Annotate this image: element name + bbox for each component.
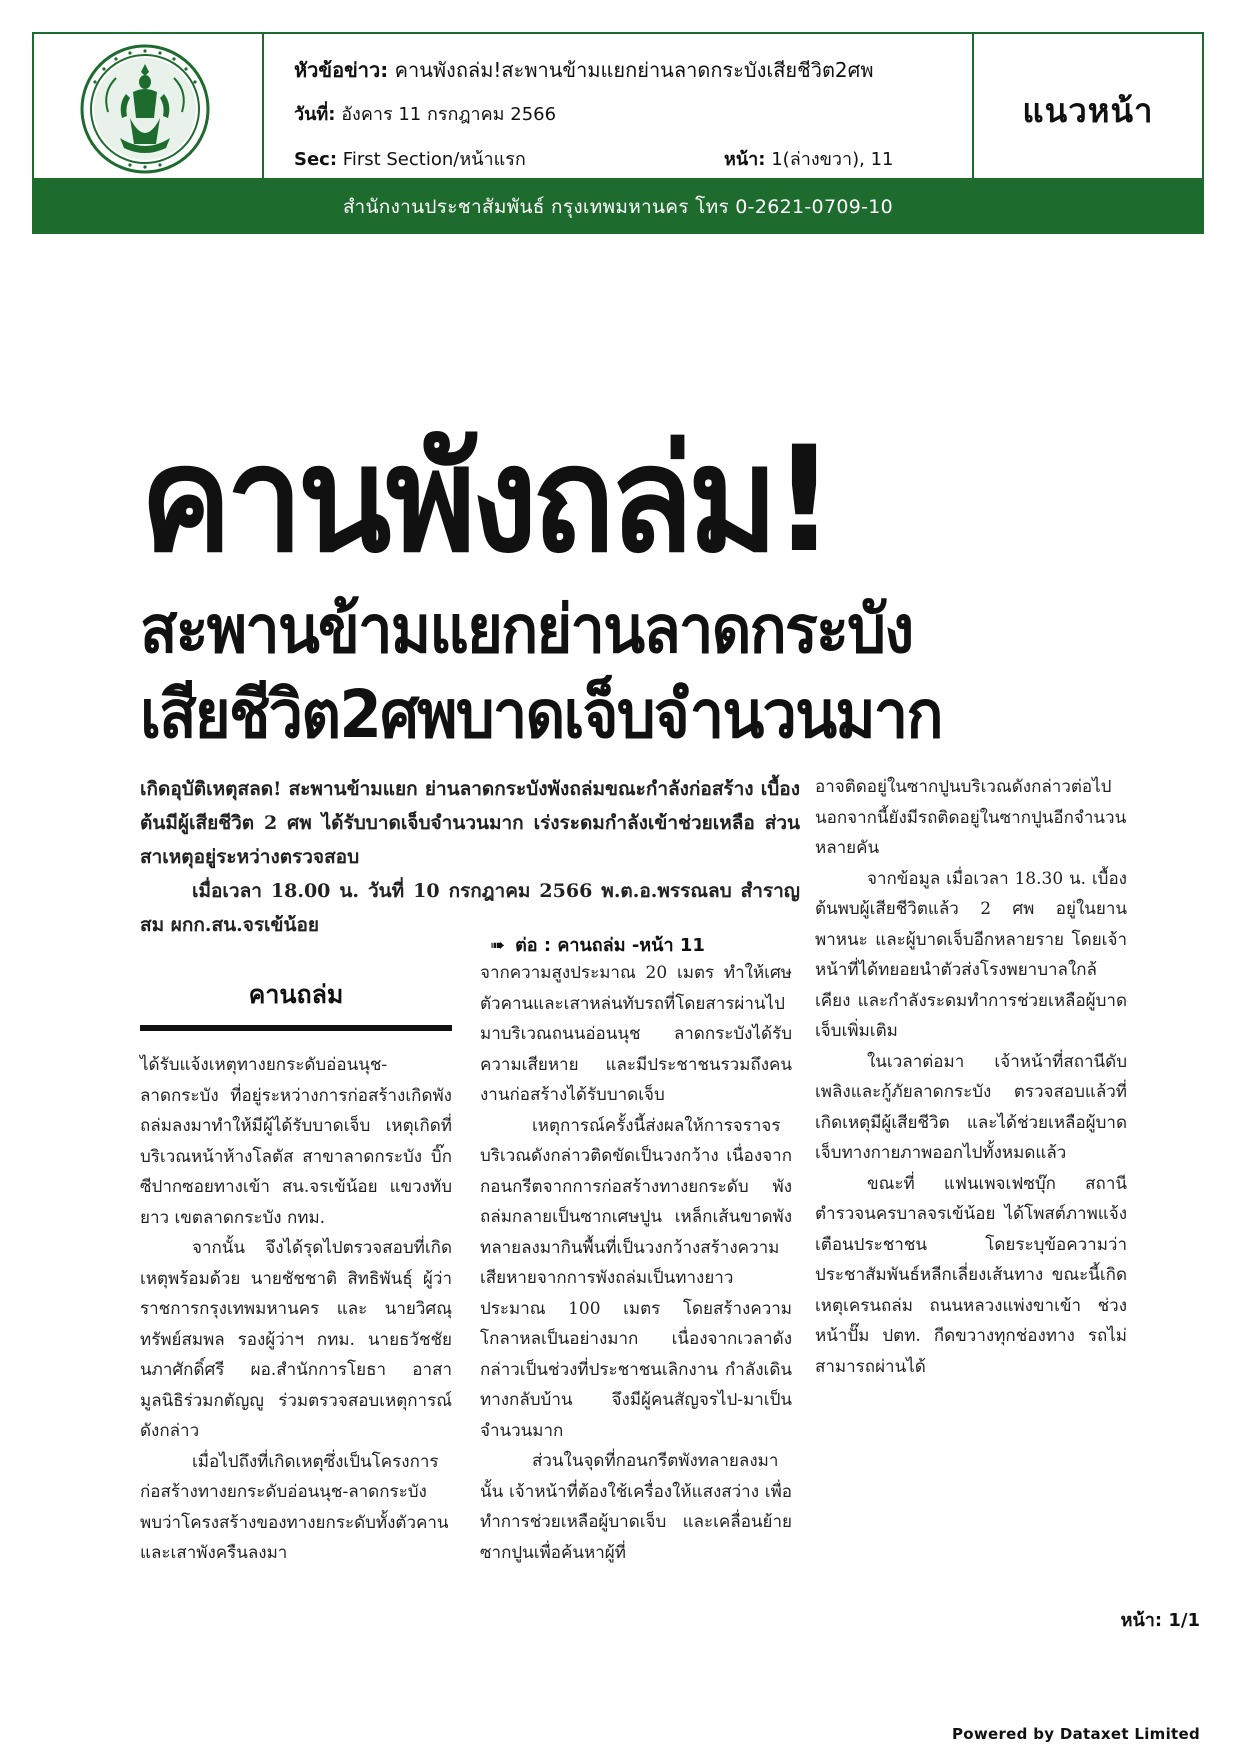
date-text: อังคาร 11 กรกฎาคม 2566: [341, 104, 557, 125]
publication-name: แนวหน้า: [1022, 91, 1154, 130]
page-count: หน้า: 1/1: [1120, 1610, 1200, 1631]
powered-by: Powered by Dataxet Limited: [951, 1725, 1200, 1743]
date-label: วันที่:: [294, 104, 336, 125]
clipping-info: [264, 34, 1006, 178]
section-label: Sec:: [294, 149, 338, 170]
col2-paragraph-3: ส่วนในจุดที่กอนกรีตพังทลายลงมานั้น เจ้าหน้าที่ต้องใช้เครื่องให้แสงสว่าง เพื่อทำการช่วยเหลือผู้บาดเจ็บ และเคลื่อนย้ายซากปูนเพื่อค้นหาผู้ที่: [480, 1451, 792, 1563]
section-heading-box: [140, 975, 452, 1031]
lead-text-2: เมื่อเวลา 18.00 น. วันที่ 10 กรกฎาคม 2566 พ.ต.อ.พรรณลบ สำราญสม ผกก.สน.จรเข้น้อย: [140, 880, 800, 936]
subheadline-1: สะพานข้ามแยกย่านลาดกระบัง: [140, 591, 913, 668]
continued-note: [490, 930, 705, 959]
col3-paragraph-2: จากข้อมูล เมื่อเวลา 18.30 น. เบื้องต้นพบผู้เสียชีวิตแล้ว 2 ศพ อยู่ในยานพาหนะ และผู้บาดเจ็บอีกหลายราย โดยเจ้าหน้าที่ได้ทยอยนำตัวส่งโรงพยาบาลใกล้เคียง และกำลังระดมทำการช่วยเหลือผู้บาดเจ็บเพิ่มเติม: [815, 868, 1127, 1041]
section-text: First Section/หน้าแรก: [342, 149, 526, 170]
date-line: [294, 99, 556, 128]
section-rule: [140, 1025, 452, 1031]
continued-text: ต่อ : คานถล่ม -หน้า 11: [515, 935, 705, 956]
page-line: [724, 144, 894, 173]
col1-paragraph-1: ได้รับแจ้งเหตุทางยกระดับอ่อนนุช-ลาดกระบัง ที่อยู่ระหว่างการก่อสร้างเกิดพังถล่มลงมาทำให้มีผู้ได้รับบาดเจ็บ เหตุเกิดที่บริเวณหน้าห้างโลตัส สาขาลาดกระบัง บิ๊กซีปากซอยทางเข้า สน.จรเข้น้อย แขวงทับยาว เขตลาดกระบัง กทม.: [140, 1055, 452, 1228]
bma-seal-logo: [78, 42, 212, 176]
col2-paragraph-1: จากความสูงประมาณ 20 เมตร ทำให้เศษตัวคานและเสาหล่นทับรถที่โดยสารผ่านไปมาบริเวณถนนอ่อนนุช ลาดกระบังได้รับความเสียหาย และมีประชาชนรวมถึงคนงานก่อสร้างได้รับบาดเจ็บ: [480, 963, 792, 1105]
col3-paragraph-3: ในเวลาต่อมา เจ้าหน้าที่สถานีดับเพลิงและกู้ภัยลาดกระบัง ตรวจสอบแล้วที่เกิดเหตุมีผู้เสียชีวิต และได้ช่วยเหลือผู้บาดเจ็บทางกายภาพออกไปทั้งหมดแล้ว: [815, 1051, 1127, 1163]
col2-paragraph-2: เหตุการณ์ครั้งนี้ส่งผลให้การจราจรบริเวณดังกล่าวติดขัดเป็นวงกว้าง เนื่องจากกอนกรีตจากการก่อสร้างทางยกระดับ พังถล่มกลายเป็นซากเศษปูน เหล็กเส้นขาดพังทลายลงมากินพื้นที่เป็นวงกว้างสร้างความเสียหายจากการพังถล่มเป็นทางยาวประมาณ 100 เมตร โดยสร้างความโกลาหลเป็นอย่างมาก เนื่องจากเวลาดังกล่าวเป็นช่วงที่ประชาชนเลิกงาน กำลังเดินทางกลับบ้าน จึงมีผู้คนสัญจรไป-มาเป็นจำนวนมาก: [480, 1115, 792, 1441]
section-heading: คานถล่ม: [248, 980, 344, 1009]
body-column-2: [480, 958, 792, 1568]
clipping-header: [32, 32, 1204, 180]
logo-cell: [34, 34, 264, 178]
body-column-1: [140, 1050, 452, 1569]
arrow-right-icon: ➠: [490, 935, 506, 956]
lead-text-1: เกิดอุบัติเหตุสลด! สะพานข้ามแยก ย่านลาดกระบังพังถล่มขณะกำลังก่อสร้าง เบื้องต้นมีผู้เสียชีวิต 2 ศพ ได้รับบาดเจ็บจำนวนมาก เร่งระดมกำลังเข้าช่วยเหลือ ส่วนสาเหตุอยู่ระหว่างตรวจสอบ: [140, 778, 800, 868]
section-line: [294, 144, 526, 173]
subheadline-2: เสียชีวิต2ศพบาดเจ็บจำนวนมาก: [140, 676, 942, 753]
headline: คานพังถล่ม!: [140, 415, 830, 585]
agency-bar: สำนักงานประชาสัมพันธ์ กรุงเทพมหานคร โทร 0-2621-0709-10: [32, 180, 1204, 234]
topic-text: คานพังถล่ม!สะพานข้ามแยกย่านลาดกระบังเสียชีวิต2ศพ: [394, 58, 874, 82]
topic-line: [294, 54, 874, 86]
topic-label: หัวข้อข่าว:: [294, 58, 389, 82]
col3-paragraph-4: ขณะที่ แฟนเพจเฟซบุ๊ก สถานีตำรวจนครบาลจรเข้น้อย ได้โพสต์ภาพแจ้งเตือนประชาชน โดยระบุข้อความว่า ประชาสัมพันธ์หลีกเลี่ยงเส้นทาง ขณะนี้เกิดเหตุเครนถล่ม ถนนหลวงแพ่งขาเข้า ช่วงหน้าปั๊ม ปตท. กีดขวางทุกช่องทาง รถไม่สามารถผ่านได้: [815, 1173, 1127, 1377]
body-column-3: [815, 772, 1127, 1382]
page-text: 1(ล่างขวา), 11: [771, 149, 894, 170]
publication-cell: [972, 34, 1202, 178]
col3-paragraph-1: อาจติดอยู่ในซากปูนบริเวณดังกล่าวต่อไป นอกจากนี้ยังมีรถติดอยู่ในซากปูนอีกจำนวนหลายคัน: [815, 777, 1127, 858]
col1-paragraph-2: จากนั้น จึงได้รุดไปตรวจสอบที่เกิดเหตุพร้อมด้วย นายชัชชาติ สิทธิพันธุ์ ผู้ว่าราชการกรุงเทพมหานคร และ นายวิศณุ ทรัพย์สมพล รองผู้ว่าฯ กทม. นายธวัชชัย นภาศักดิ์ศรี ผอ.สำนักการโยธา อาสามูลนิธิร่วมกตัญญู ร่วมตรวจสอบเหตุการณ์ดังกล่าว: [140, 1238, 452, 1441]
page-label: หน้า:: [724, 149, 766, 170]
lead-paragraph: [140, 772, 800, 942]
col1-paragraph-3: เมื่อไปถึงที่เกิดเหตุซึ่งเป็นโครงการก่อสร้างทางยกระดับอ่อนนุช-ลาดกระบัง พบว่าโครงสร้างของทางยกระดับทั้งตัวคานและเสาพังครืนลงมา: [140, 1451, 449, 1563]
